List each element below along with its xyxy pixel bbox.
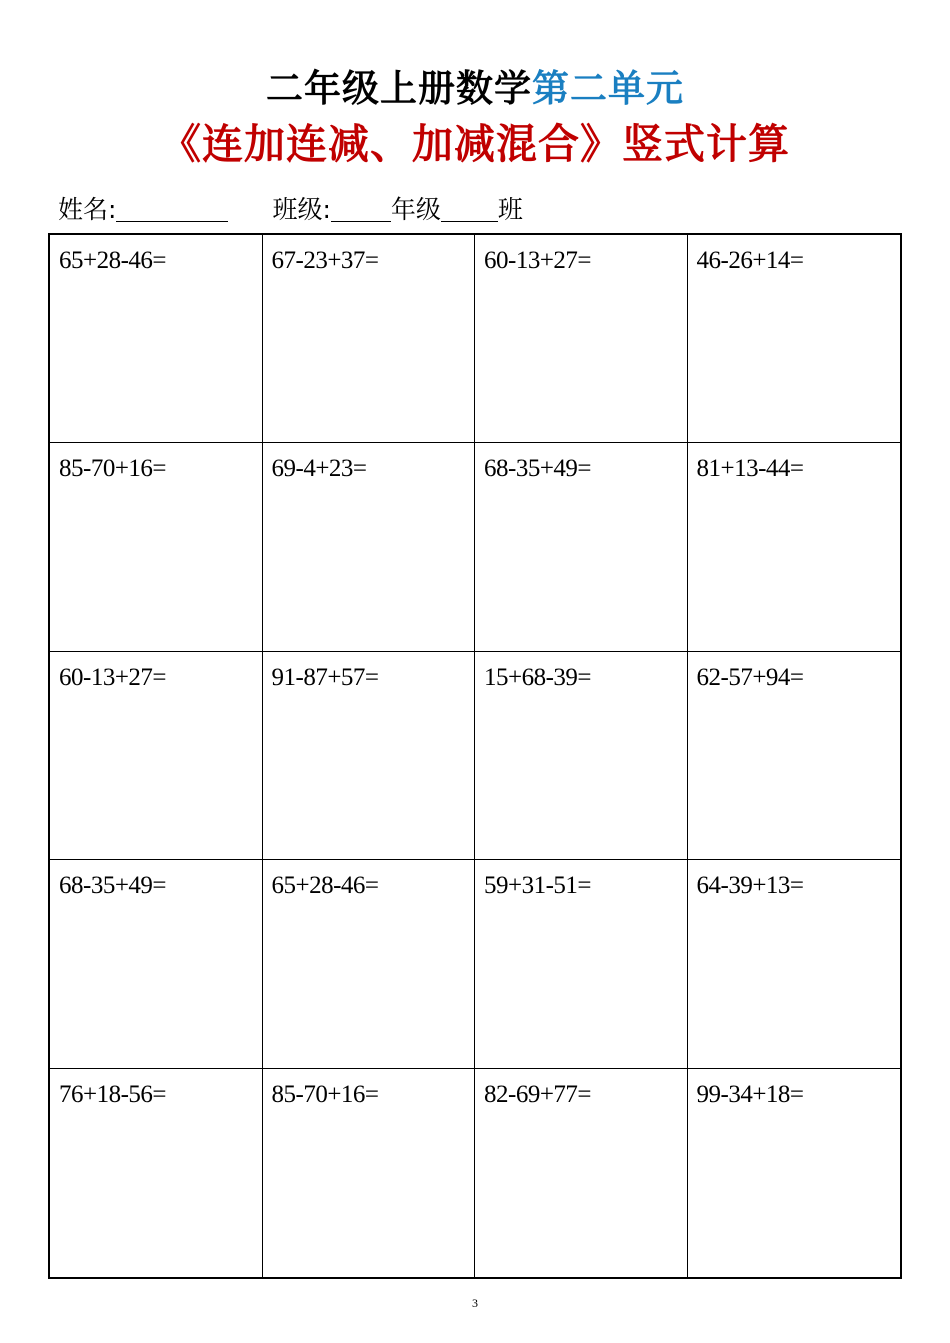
worksheet-title bbox=[0, 64, 950, 114]
problem-cell[interactable] bbox=[50, 860, 263, 1068]
problem-expression: 91-87+57= bbox=[271, 663, 379, 691]
grade-blank[interactable] bbox=[331, 195, 391, 222]
problem-expression: 68-35+49= bbox=[484, 455, 592, 483]
problem-expression: 65+28-46= bbox=[271, 872, 379, 900]
problem-cell[interactable] bbox=[475, 652, 688, 860]
problem-cell[interactable] bbox=[475, 235, 688, 443]
problem-cell[interactable] bbox=[688, 235, 901, 443]
name-label: 姓名: bbox=[58, 195, 117, 224]
problem-cell[interactable] bbox=[263, 860, 476, 1068]
problem-grid bbox=[48, 233, 902, 1279]
problem-cell[interactable] bbox=[50, 1069, 263, 1277]
problem-expression: 81+13-44= bbox=[696, 455, 804, 483]
problem-cell[interactable] bbox=[263, 235, 476, 443]
problem-expression: 69-4+23= bbox=[271, 455, 367, 483]
problem-cell[interactable] bbox=[688, 860, 901, 1068]
problem-cell[interactable] bbox=[475, 1069, 688, 1277]
title-accent: 第二单元 bbox=[532, 67, 684, 110]
problem-cell[interactable] bbox=[50, 235, 263, 443]
problem-expression: 85-70+16= bbox=[271, 1080, 379, 1108]
class-word: 班 bbox=[497, 195, 523, 224]
problem-expression: 46-26+14= bbox=[696, 247, 804, 274]
problem-expression: 68-35+49= bbox=[59, 872, 167, 900]
problem-cell[interactable] bbox=[475, 860, 688, 1068]
problem-expression: 65+28-46= bbox=[59, 247, 167, 274]
problem-expression: 60-13+27= bbox=[59, 663, 167, 691]
title-main: 二年级上册数学 bbox=[266, 67, 532, 110]
page-number: 3 bbox=[472, 1296, 478, 1310]
problem-cell[interactable] bbox=[263, 652, 476, 860]
problem-cell[interactable] bbox=[50, 652, 263, 860]
grade-word: 年级 bbox=[390, 195, 441, 224]
class-blank[interactable] bbox=[441, 195, 498, 222]
problem-cell[interactable] bbox=[688, 652, 901, 860]
problem-cell[interactable] bbox=[263, 1069, 476, 1277]
problem-expression: 64-39+13= bbox=[696, 872, 804, 900]
problem-expression: 62-57+94= bbox=[696, 663, 804, 691]
problem-expression: 15+68-39= bbox=[484, 663, 592, 691]
problem-expression: 85-70+16= bbox=[59, 455, 167, 483]
problem-cell[interactable] bbox=[688, 443, 901, 651]
problem-cell[interactable] bbox=[50, 443, 263, 651]
class-label: 班级: bbox=[272, 195, 331, 224]
problem-expression: 60-13+27= bbox=[484, 247, 592, 274]
student-info-row bbox=[58, 192, 523, 228]
problem-expression: 76+18-56= bbox=[59, 1080, 167, 1108]
problem-cell[interactable] bbox=[475, 443, 688, 651]
problem-expression: 82-69+77= bbox=[484, 1080, 592, 1108]
worksheet-subtitle: 《连加连减、加减混合》竖式计算 bbox=[160, 120, 790, 168]
name-blank[interactable] bbox=[116, 195, 228, 222]
problem-expression: 67-23+37= bbox=[271, 247, 379, 274]
problem-expression: 99-34+18= bbox=[696, 1080, 804, 1108]
problem-cell[interactable] bbox=[688, 1069, 901, 1277]
problem-expression: 59+31-51= bbox=[484, 872, 592, 900]
problem-cell[interactable] bbox=[263, 443, 476, 651]
